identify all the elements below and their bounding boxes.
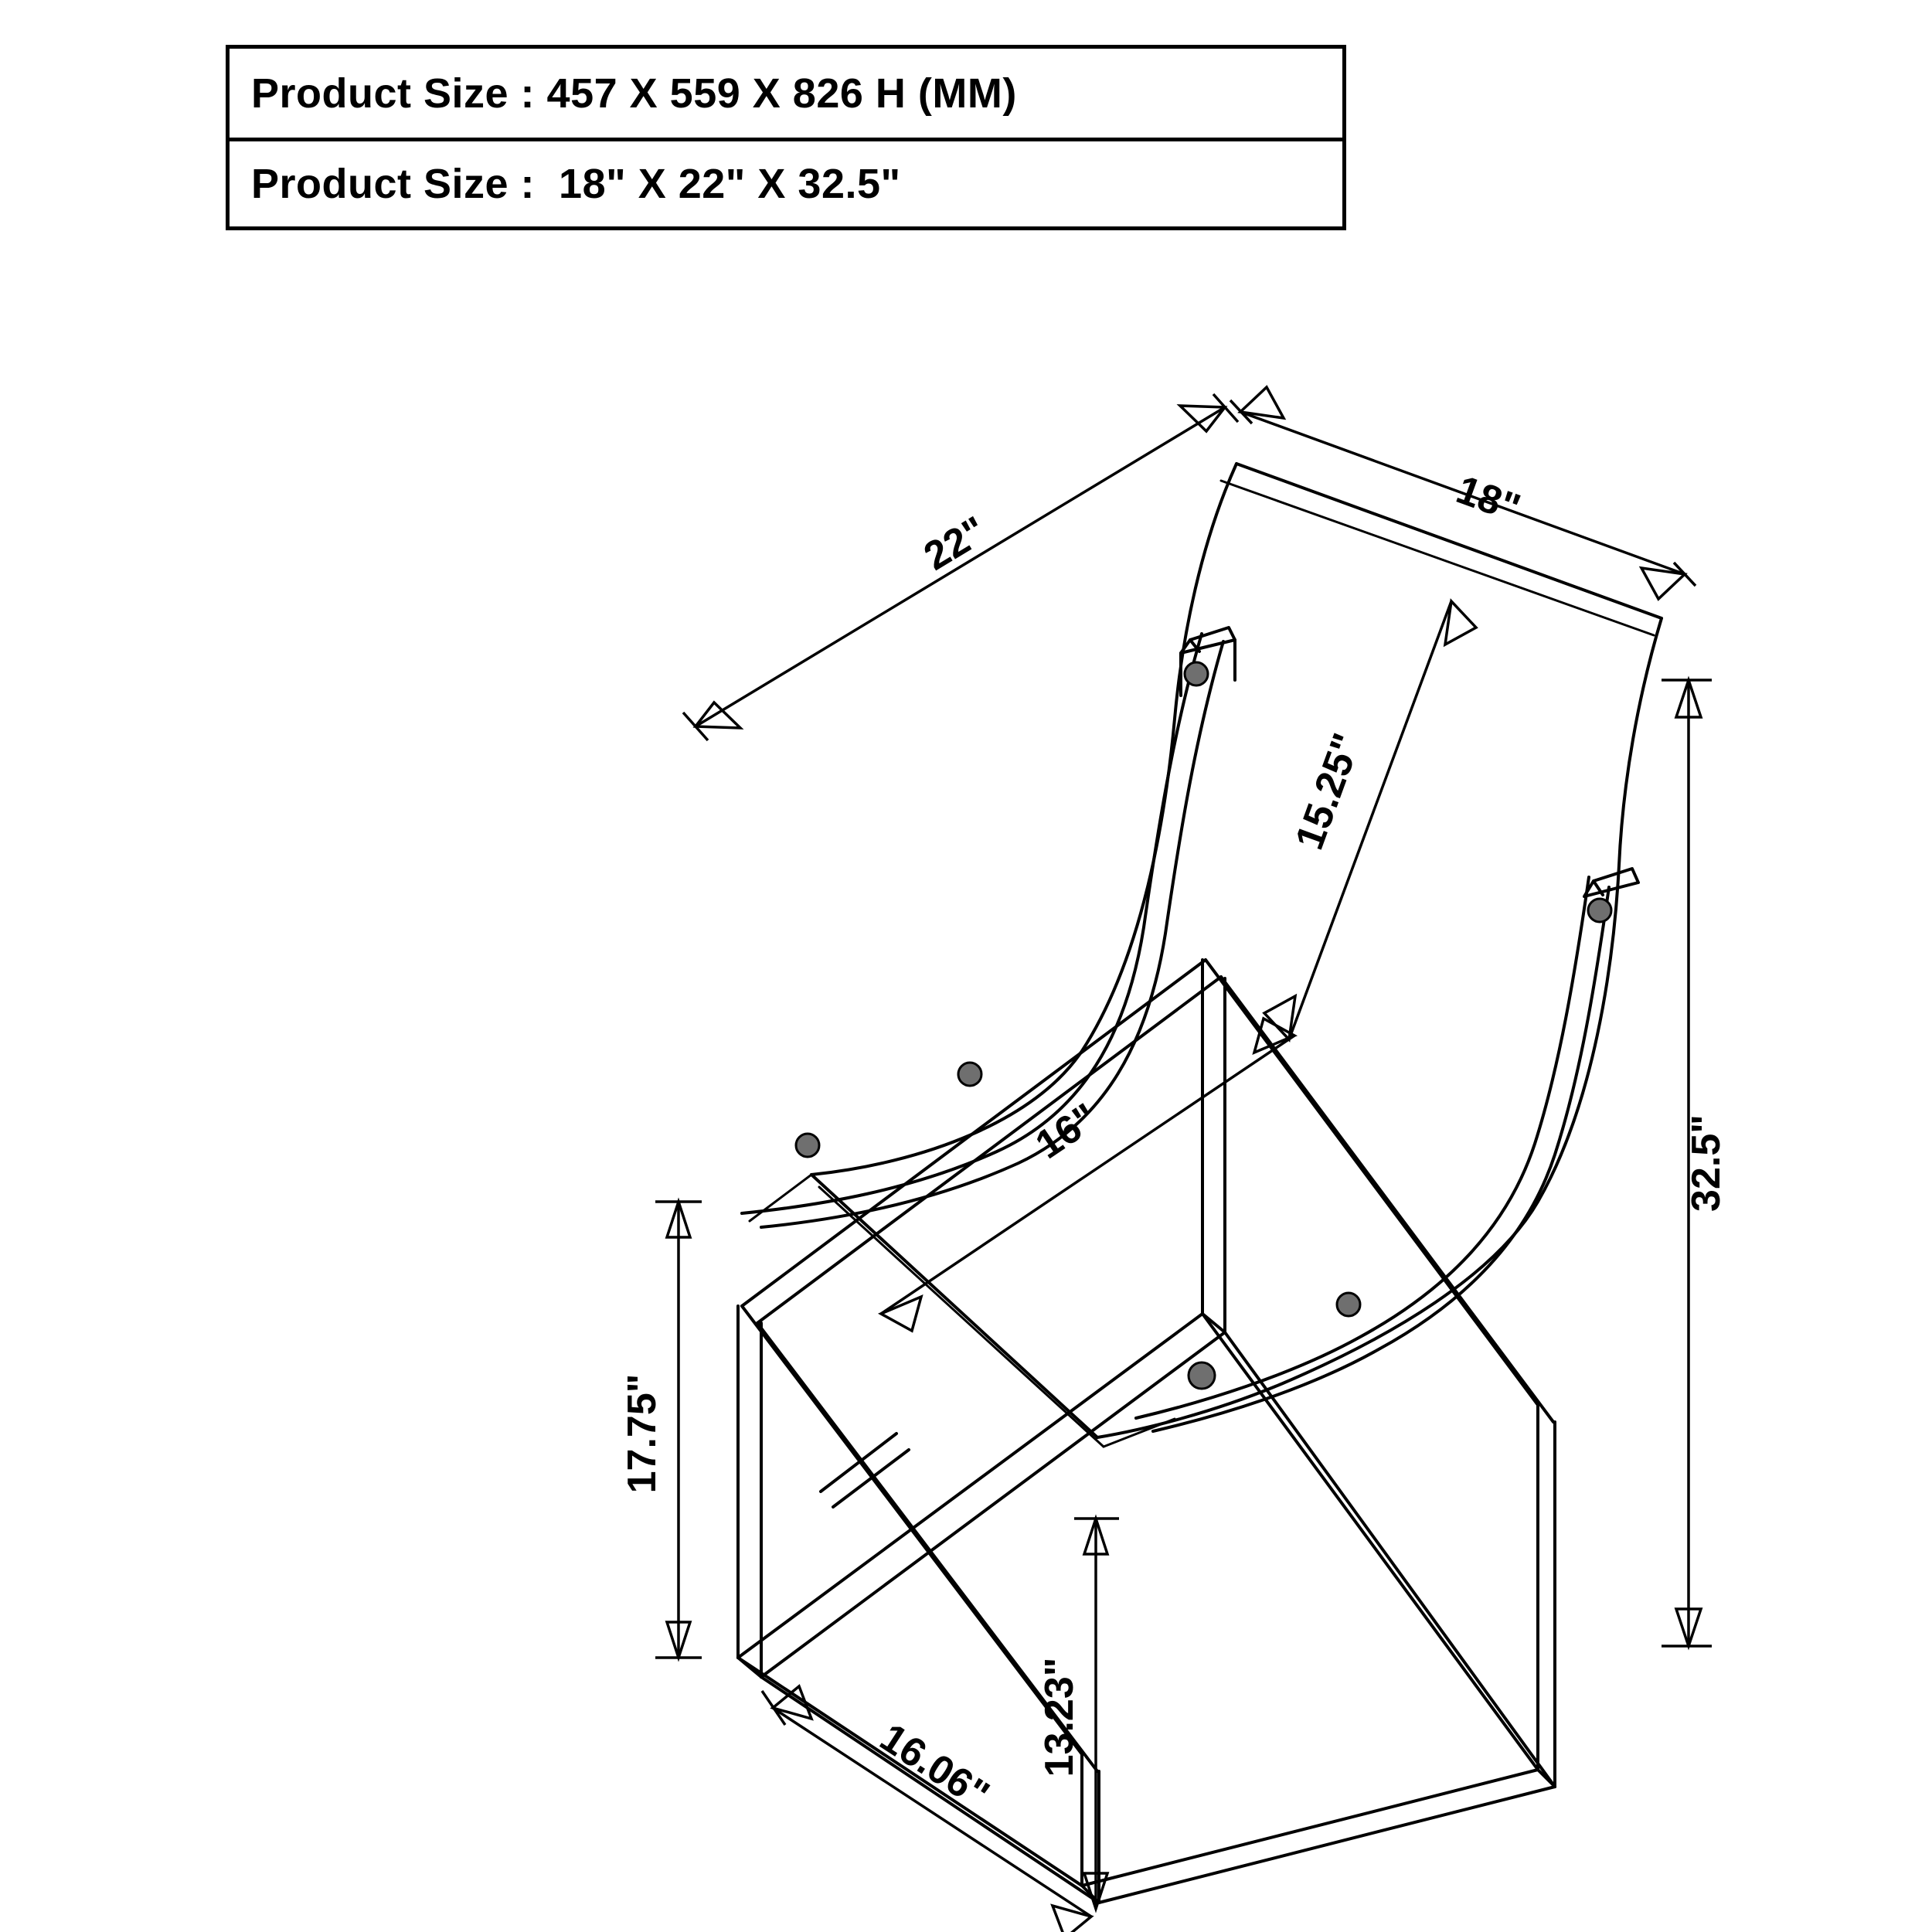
dimension-back-height-1525 (1264, 601, 1476, 1039)
dimension-label-depth: 22" (916, 508, 995, 580)
chair-sling-shell (811, 464, 1662, 1447)
dimension-label-seat-width: 16" (1028, 1094, 1106, 1168)
dimension-depth-22 (683, 394, 1238, 740)
chair-base-frame (738, 960, 1555, 1903)
dimension-label-seat-height: 17.75" (620, 1373, 665, 1494)
dimension-overall-height-325 (1662, 680, 1729, 1646)
dimension-label-base-width: 16.06" (872, 1715, 997, 1818)
dimension-seat-height-1775 (620, 1202, 702, 1658)
dimension-label-overall-height: 32.5" (1684, 1114, 1729, 1212)
dimension-label-back-height: 15.25" (1287, 727, 1370, 855)
dimension-base-height-1323 (1037, 1519, 1119, 1909)
dimension-label-width: 18" (1451, 467, 1526, 532)
product-size-mm-label: Product Size : 457 X 559 X 826 H (MM) (251, 70, 1017, 117)
product-size-inch-label: Product Size : 18" X 22" X 32.5" (251, 161, 901, 207)
seat-underside-edges (750, 1175, 1175, 1447)
dimension-seat-width-16 (881, 1019, 1294, 1331)
dimension-label-base-height: 13.23" (1037, 1657, 1082, 1777)
